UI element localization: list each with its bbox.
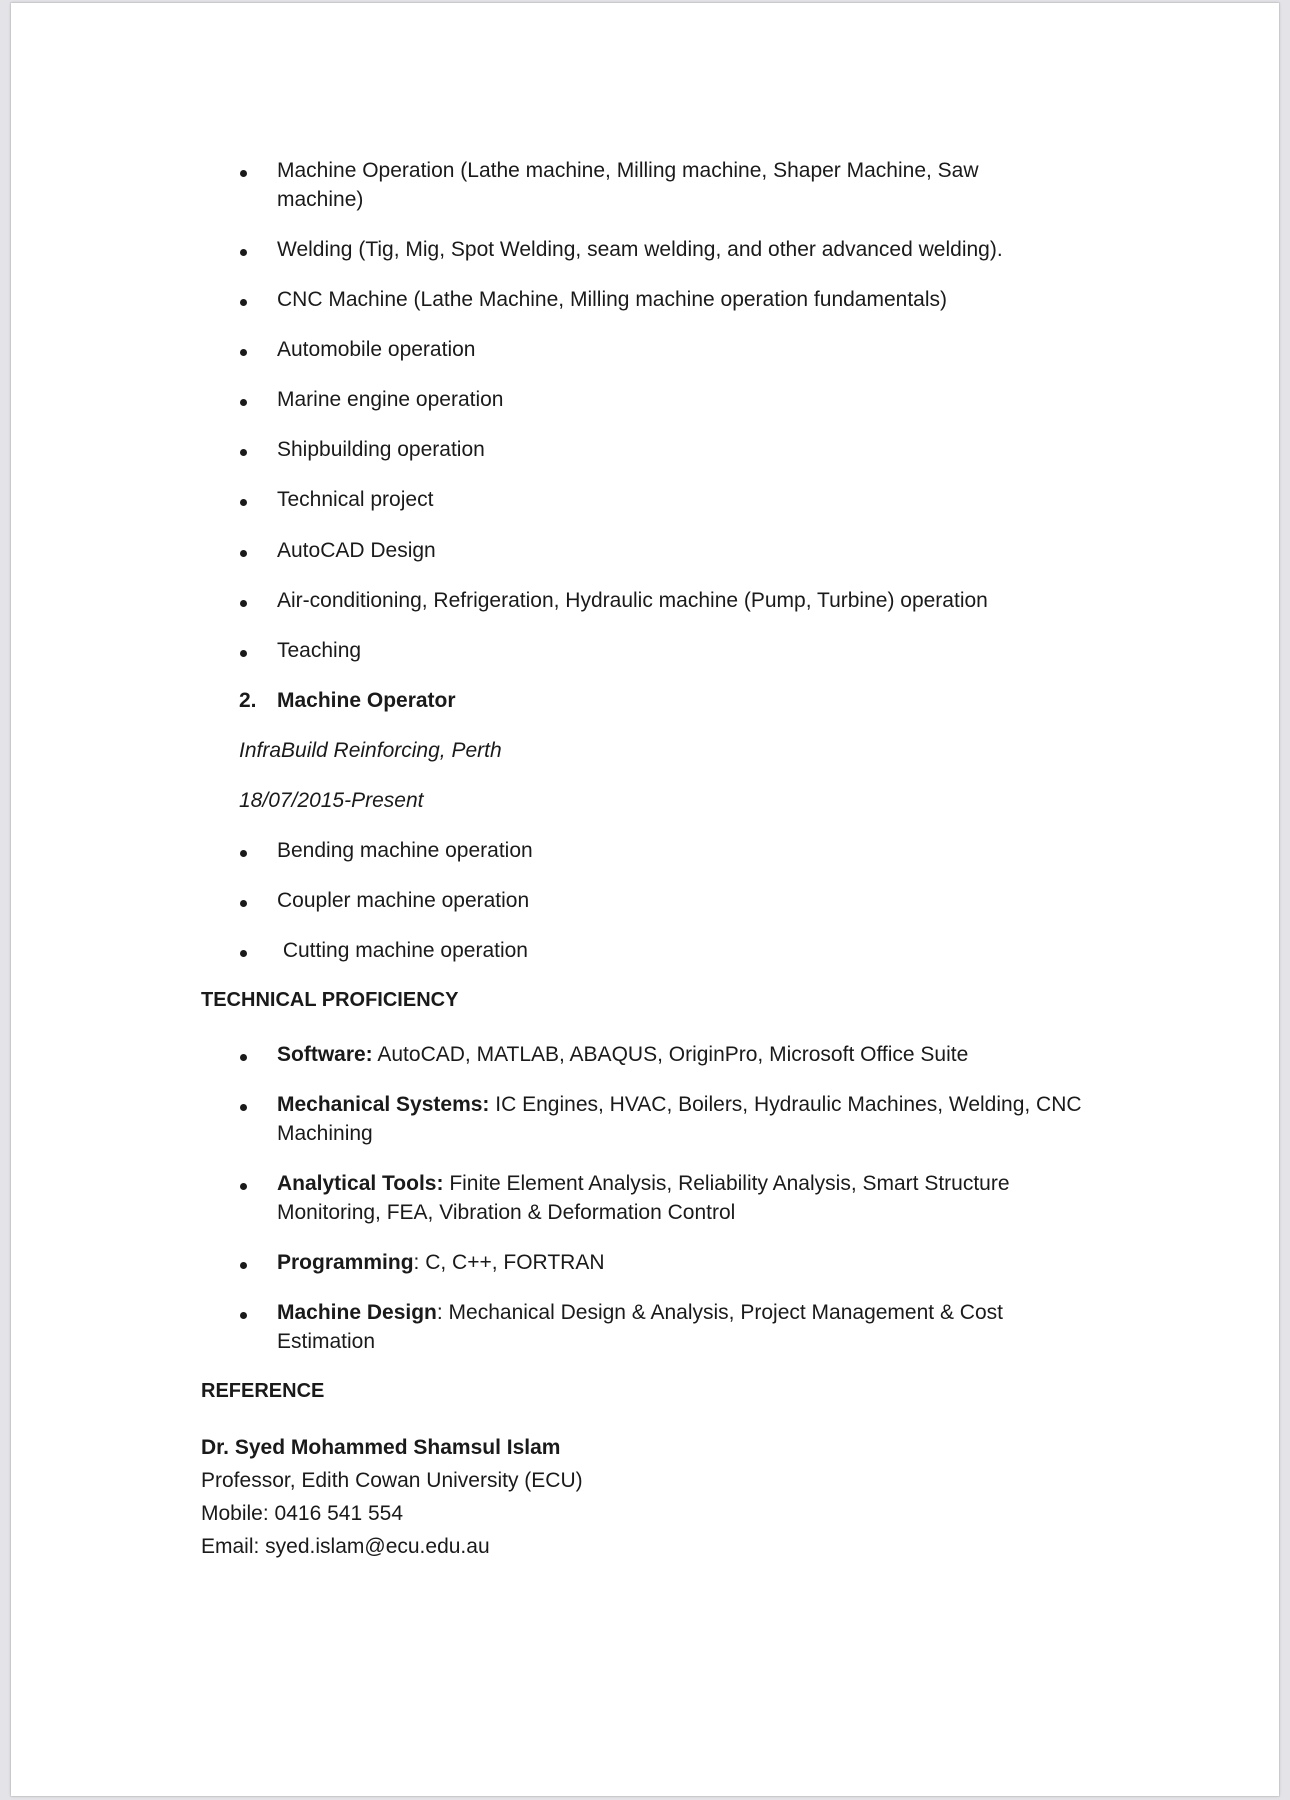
job-number: 2. <box>239 689 257 712</box>
bullet-text <box>277 1248 605 1277</box>
job-dates: 18/07/2015-Present <box>239 789 424 812</box>
bullet-icon <box>240 170 247 177</box>
document-page <box>11 3 1279 1796</box>
bullet-text <box>277 1169 1010 1198</box>
bullet-text <box>277 1090 1082 1119</box>
bullet-icon <box>240 249 247 256</box>
bullet-text: Welding (Tig, Mig, Spot Welding, seam welding, and other advanced welding). <box>277 238 1003 261</box>
bullet-text <box>277 1040 968 1069</box>
bullet-icon <box>240 399 247 406</box>
bullet-icon <box>240 650 247 657</box>
bullet-icon <box>240 1183 247 1190</box>
skill-value: : C, C++, FORTRAN <box>413 1251 605 1274</box>
bullet-text-continued: machine) <box>277 188 364 211</box>
skill-value: : Mechanical Design & Analysis, Project Management & Cost <box>436 1301 1003 1324</box>
skill-value: Finite Element Analysis, Reliability Analysis, Smart Structure <box>443 1172 1010 1195</box>
bullet-icon <box>240 600 247 607</box>
reference-name: Dr. Syed Mohammed Shamsul Islam <box>201 1436 561 1459</box>
bullet-icon <box>240 1262 247 1269</box>
section-heading: REFERENCE <box>201 1380 325 1402</box>
skill-value: AutoCAD, MATLAB, ABAQUS, OriginPro, Microsoft Office Suite <box>372 1043 969 1066</box>
bullet-icon <box>240 499 247 506</box>
bullet-text: Automobile operation <box>277 338 476 361</box>
bullet-icon <box>240 449 247 456</box>
bullet-icon <box>240 950 247 957</box>
bullet-icon <box>240 1312 247 1319</box>
bullet-text: Cutting machine operation <box>277 939 528 962</box>
bullet-text: CNC Machine (Lathe Machine, Milling machine operation fundamentals) <box>277 288 948 311</box>
skill-value: IC Engines, HVAC, Boilers, Hydraulic Machines, Welding, CNC <box>489 1093 1082 1116</box>
skill-label: Software: <box>277 1043 373 1066</box>
skill-label: Analytical Tools: <box>277 1172 444 1195</box>
skill-label: Mechanical Systems: <box>277 1093 490 1116</box>
bullet-icon <box>240 900 247 907</box>
bullet-text-continued: Estimation <box>277 1330 376 1353</box>
bullet-icon <box>240 349 247 356</box>
job-company: InfraBuild Reinforcing, Perth <box>239 739 502 762</box>
section-heading: TECHNICAL PROFICIENCY <box>201 989 459 1011</box>
bullet-text: Teaching <box>277 639 362 662</box>
bullet-icon <box>240 550 247 557</box>
skill-label: Programming <box>277 1251 414 1274</box>
bullet-icon <box>240 1054 247 1061</box>
bullet-text: Coupler machine operation <box>277 889 530 912</box>
reference-position: Professor, Edith Cowan University (ECU) <box>201 1469 583 1492</box>
bullet-text: Shipbuilding operation <box>277 438 485 461</box>
bullet-icon <box>240 299 247 306</box>
skill-label: Machine Design <box>277 1301 437 1324</box>
bullet-text: Air-conditioning, Refrigeration, Hydraulic machine (Pump, Turbine) operation <box>277 589 988 612</box>
bullet-text-continued: Machining <box>277 1122 373 1145</box>
page-content <box>11 3 1279 1796</box>
job-title: Machine Operator <box>277 689 456 712</box>
bullet-icon <box>240 1104 247 1111</box>
bullet-text: Bending machine operation <box>277 839 533 862</box>
bullet-text: Marine engine operation <box>277 388 504 411</box>
bullet-text: Machine Operation (Lathe machine, Milling machine, Shaper Machine, Saw <box>277 159 979 182</box>
bullet-text: AutoCAD Design <box>277 539 436 562</box>
bullet-icon <box>240 850 247 857</box>
reference-mobile: Mobile: 0416 541 554 <box>201 1502 403 1525</box>
bullet-text-continued: Monitoring, FEA, Vibration & Deformation Control <box>277 1201 736 1224</box>
reference-email[interactable]: Email: syed.islam@ecu.edu.au <box>201 1535 490 1558</box>
bullet-text <box>277 1298 1003 1327</box>
bullet-text: Technical project <box>277 488 434 511</box>
